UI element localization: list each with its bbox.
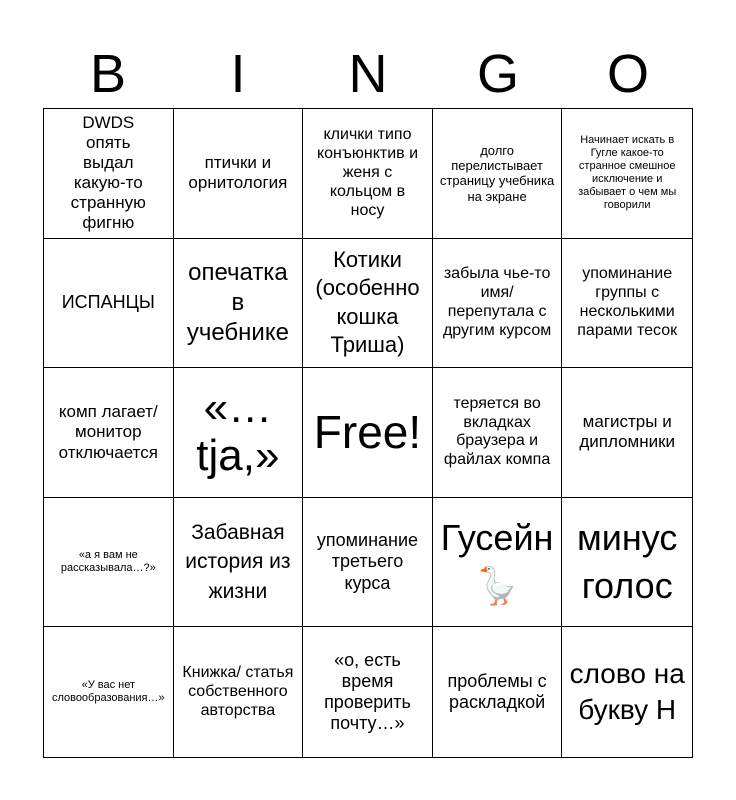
bingo-cell[interactable]: слово на букву Н — [569, 657, 685, 726]
bingo-cell[interactable]: магистры и дипломники — [562, 368, 692, 498]
header-letter-i: I — [230, 44, 246, 104]
bingo-cell[interactable]: долго перелистывает страницу учебника на экране — [433, 109, 563, 239]
bingo-cell[interactable]: комп лагает/ монитор отключается — [44, 368, 174, 498]
bingo-cell[interactable]: «а я вам не рассказывала…?» — [44, 498, 174, 628]
bingo-cell[interactable]: «У вас нет словообразования…» — [44, 627, 174, 757]
header-letter-o: O — [606, 44, 649, 104]
bingo-cell[interactable]: Начинает искать в Гугле какое-то странное смешное исключение и забывает о чем мы говорили — [562, 109, 692, 239]
bingo-cell[interactable]: птички и орнитология — [174, 109, 304, 239]
bingo-cell[interactable]: минус голос — [562, 498, 692, 628]
header-letter-n: N — [348, 44, 388, 104]
bingo-cell[interactable]: упоминание группы с несколькими парами тесок — [562, 239, 692, 369]
bingo-cell[interactable]: ИСПАНЦЫ — [44, 239, 174, 369]
bingo-cell[interactable]: «… tja,» — [174, 368, 304, 498]
bingo-cell[interactable]: Книжка/ статья собственного авторства — [174, 627, 304, 757]
header-letter-b: B — [89, 44, 127, 104]
header-letter-g: G — [476, 44, 519, 104]
free-cell[interactable]: Free! — [303, 368, 433, 498]
bingo-cell[interactable]: забыла чье-то имя/ перепутала с другим курсом — [433, 239, 563, 369]
bingo-cell[interactable]: Гусейн 🪿 — [433, 498, 563, 628]
bingo-header — [43, 40, 693, 108]
bingo-cell[interactable]: упоминание третьего курса — [303, 498, 433, 628]
bingo-cell[interactable]: DWDS опять выдал какую-то странную фигню — [44, 109, 174, 239]
bingo-cell[interactable]: «о, есть время проверить почту…» — [303, 627, 433, 757]
bingo-cell[interactable]: опечатка в учебнике — [174, 239, 304, 369]
bingo-cell[interactable]: Котики (особенно кошка Триша) — [303, 239, 433, 369]
bingo-cell[interactable]: Забавная история из жизни — [174, 498, 304, 628]
bingo-cell[interactable]: клички типо конъюнктив и женя с кольцом в носу — [303, 109, 433, 239]
bingo-cell[interactable]: проблемы с раскладкой — [433, 627, 563, 757]
bingo-cell[interactable]: теряется во вкладках браузера и файлах компа — [433, 368, 563, 498]
bingo-grid — [43, 108, 693, 758]
